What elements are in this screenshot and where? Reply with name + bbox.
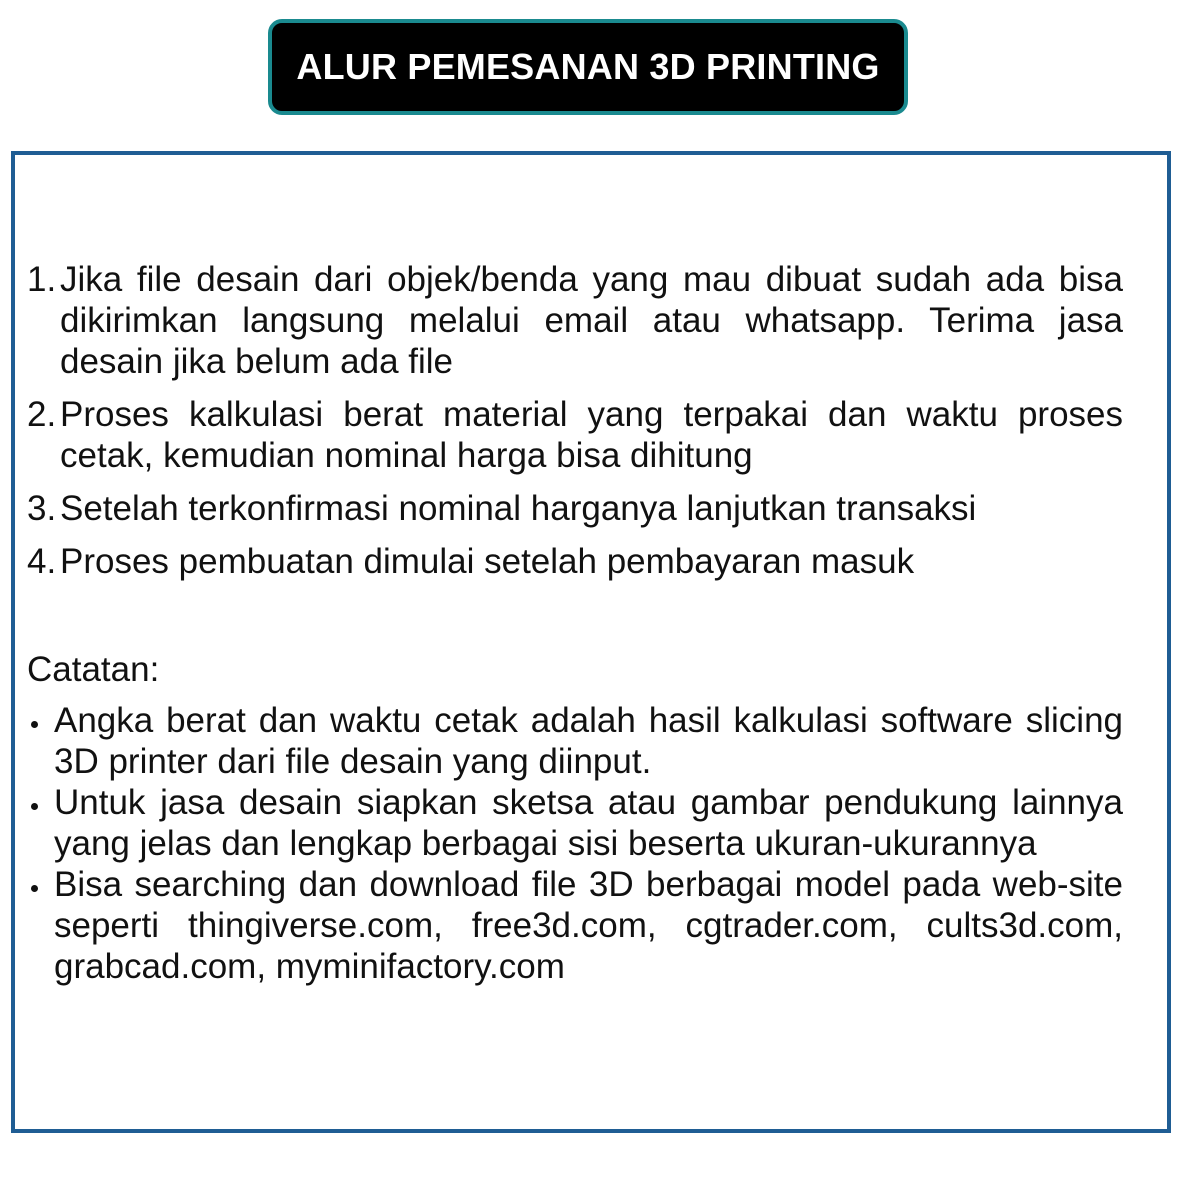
note-item-1 xyxy=(27,700,1123,782)
step-item-2 xyxy=(27,394,1123,476)
order-steps-list xyxy=(27,259,1123,594)
notes-list xyxy=(27,700,1123,987)
step-number: 4. xyxy=(27,542,57,581)
note-text: Bisa searching dan download file 3D berbagai model pada web-site seperti thingiverse.com, free3d.com, cgtrader.com, cults3d.com, grabcad.com, myminifactory.com xyxy=(54,865,1123,986)
step-item-1 xyxy=(27,259,1123,382)
step-number: 1. xyxy=(27,260,57,299)
note-item-2 xyxy=(27,782,1123,864)
step-text: Proses pembuatan dimulai setelah pembayaran masuk xyxy=(60,542,915,581)
note-text: Untuk jasa desain siapkan sketsa atau gambar pendukung lainnya yang jelas dan lengkap berbagai sisi beserta ukuran-ukurannya xyxy=(54,783,1123,863)
bullet-icon xyxy=(27,782,54,864)
step-number: 2. xyxy=(27,395,57,434)
step-number: 3. xyxy=(27,489,57,528)
note-text: Angka berat dan waktu cetak adalah hasil kalkulasi software slicing 3D printer dari file desain yang diinput. xyxy=(54,701,1123,781)
bullet-icon xyxy=(27,700,54,782)
title-banner xyxy=(268,19,908,115)
note-item-3 xyxy=(27,864,1123,987)
step-text: Proses kalkulasi berat material yang terpakai dan waktu proses cetak, kemudian nominal harga bisa dihitung xyxy=(60,395,1123,475)
step-item-3 xyxy=(27,488,1123,529)
content-panel xyxy=(11,151,1171,1133)
step-item-4 xyxy=(27,541,1123,582)
step-text: Setelah terkonfirmasi nominal harganya lanjutkan transaksi xyxy=(60,489,977,528)
notes-heading: Catatan: xyxy=(27,650,160,689)
step-text: Jika file desain dari objek/benda yang mau dibuat sudah ada bisa dikirimkan langsung melalui email atau whatsapp. Terima jasa desain jika belum ada file xyxy=(60,260,1123,381)
page-title: ALUR PEMESANAN 3D PRINTING xyxy=(296,46,880,87)
bullet-icon xyxy=(27,864,54,987)
